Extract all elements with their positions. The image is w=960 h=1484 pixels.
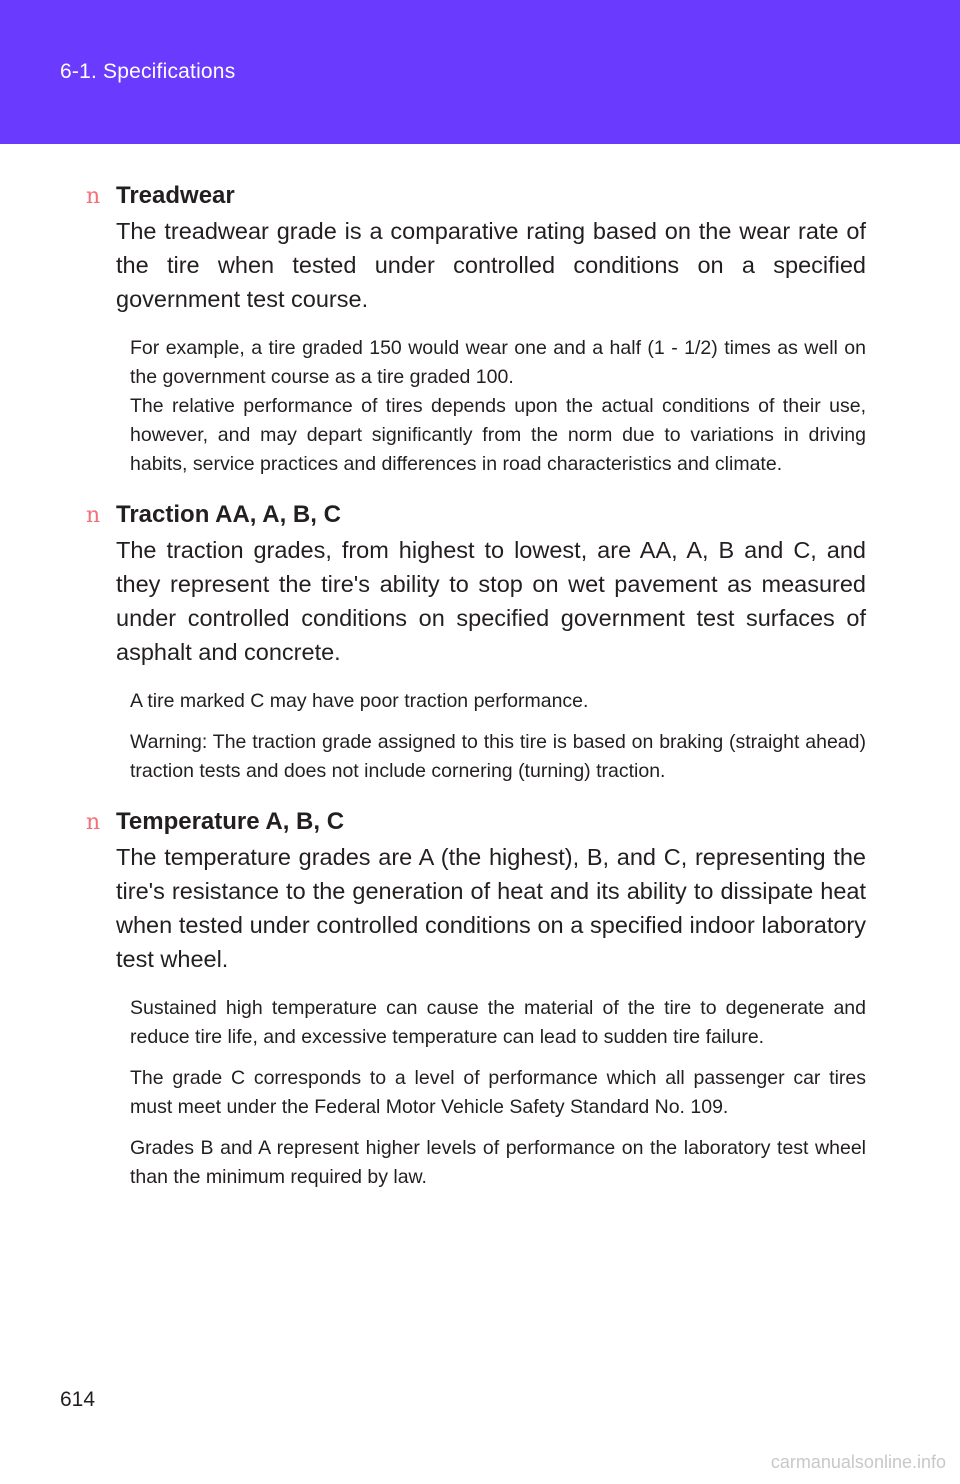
bullet-icon: n (86, 810, 101, 835)
section-heading: Temperature A, B, C (116, 808, 345, 835)
page-number: 614 (60, 1388, 96, 1411)
page-header-band (0, 0, 960, 144)
section-note: A tire marked C may have poor traction performance. (130, 690, 589, 712)
section-body: The treadwear grade is a comparative rating based on the wear rate of the tire when tested under controlled conditions on a specified government test course. (116, 218, 866, 312)
section-heading: Treadwear (116, 182, 235, 209)
section-treadwear (86, 178, 866, 479)
section-title: 6-1. Specifications (60, 60, 236, 83)
watermark-text: carmanualsonline.info (770, 1452, 946, 1472)
section-heading-row (86, 804, 866, 840)
bullet-icon: n (86, 503, 101, 528)
bullet-icon: n (86, 184, 101, 209)
section-body: The temperature grades are A (the highest), B, and C, representing the tire's resistance to the generation of heat and its ability to dissipate heat when tested under controlled conditions on a specified indoor laboratory test wheel. (116, 844, 866, 972)
section-note: The relative performance of tires depends upon the actual conditions of their use, however, and may depart significantly from the norm due to variations in driving habits, service practices and differences in road characteristics and climate. (130, 395, 866, 475)
section-body: The traction grades, from highest to lowest, are AA, A, B and C, and they represent the tire's ability to stop on wet pavement as measured under controlled conditions on specified government test surfaces of asphalt and concrete. (116, 537, 866, 665)
section-heading: Traction AA, A, B, C (116, 501, 341, 528)
section-note: Sustained high temperature can cause the material of the tire to degenerate and reduce tire life, and excessive temperature can lead to sudden tire failure. (130, 997, 866, 1048)
section-heading-row (86, 178, 866, 214)
section-heading-row (86, 497, 866, 533)
section-note: The grade C corresponds to a level of performance which all passenger car tires must meet under the Federal Motor Vehicle Safety Standard No. 109. (130, 1067, 866, 1118)
page-content (86, 178, 866, 1192)
section-note: Grades B and A represent higher levels of performance on the laboratory test wheel than the minimum required by law. (130, 1137, 866, 1188)
section-note: For example, a tire graded 150 would wear one and a half (1 - 1/2) times as well on the government course as a tire graded 100. (130, 337, 866, 388)
section-temperature (86, 804, 866, 1192)
section-traction (86, 497, 866, 786)
section-note: Warning: The traction grade assigned to this tire is based on braking (straight ahead) traction tests and does not include cornering (turning) traction. (130, 731, 866, 782)
